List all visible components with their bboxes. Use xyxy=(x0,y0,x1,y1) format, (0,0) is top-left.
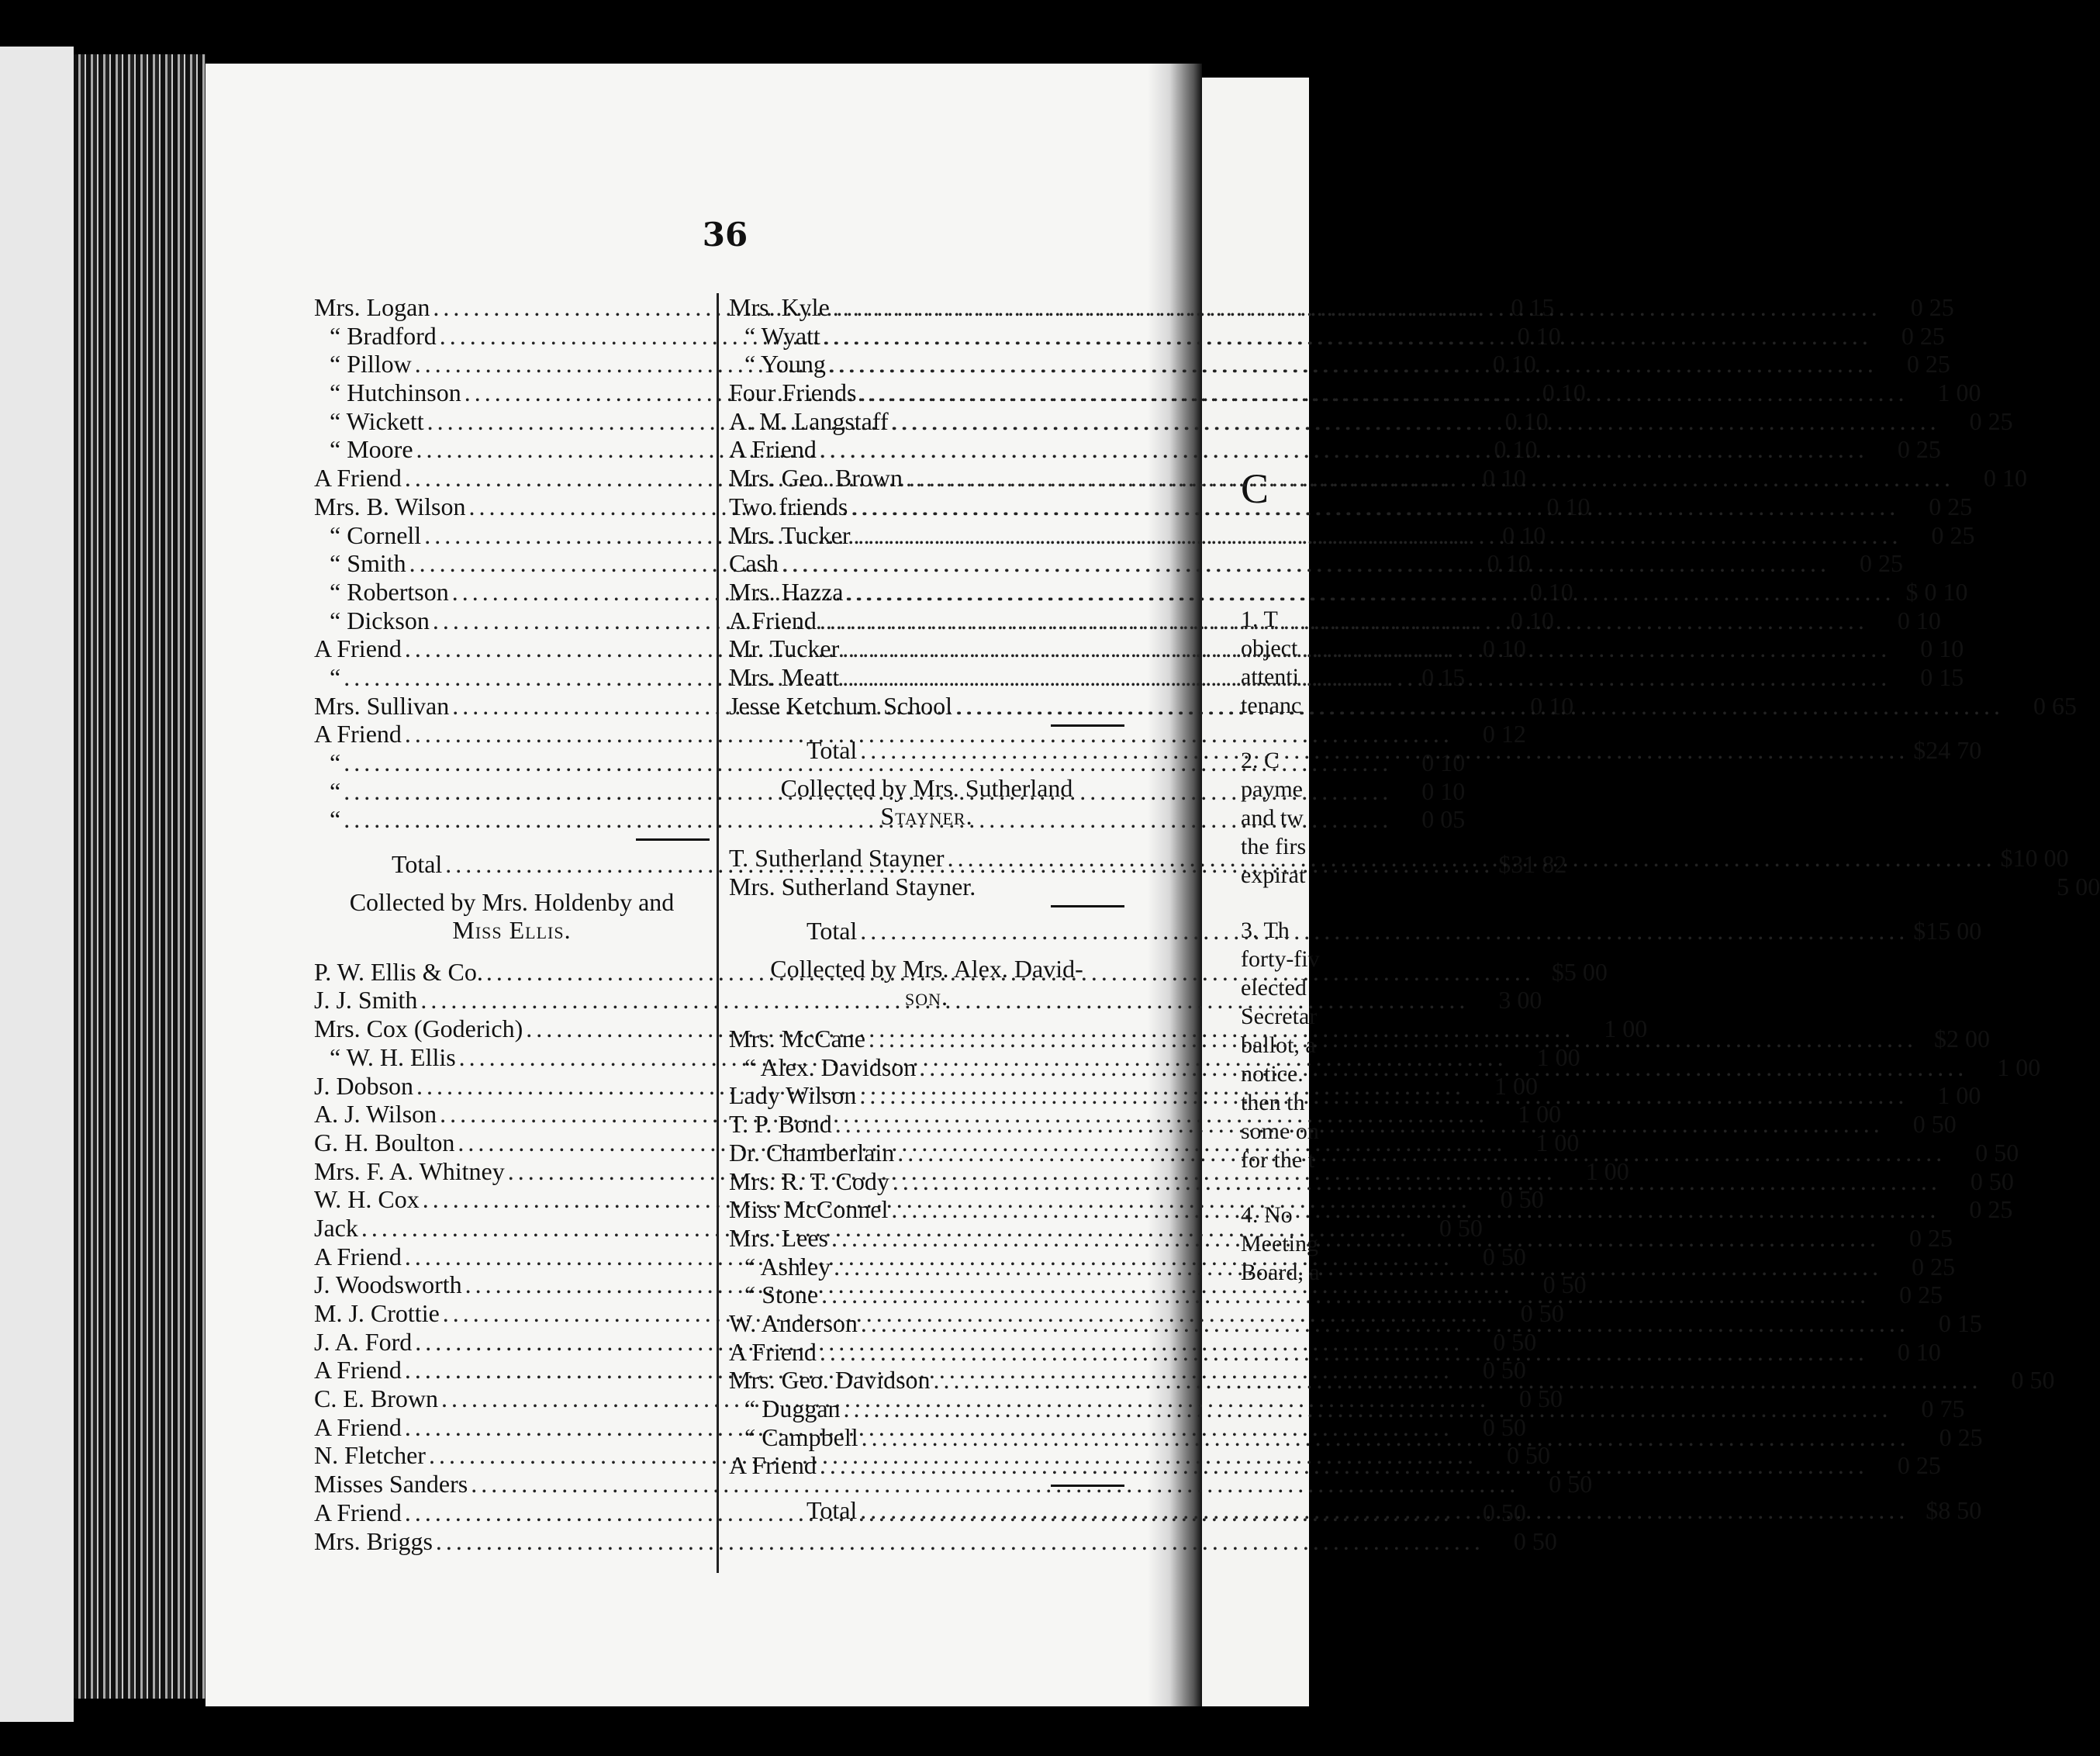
entry-amount: 0 25 xyxy=(1860,549,1903,578)
entry-amount: 0 05 xyxy=(1421,805,1466,834)
leader-dots xyxy=(859,1081,1908,1110)
entry-amount: 0 50 xyxy=(1970,1167,2014,1195)
entry-name: “ Smith xyxy=(330,549,406,578)
leader-dots xyxy=(853,521,1901,550)
leader-dots xyxy=(860,1496,1908,1525)
entry-amount: 0 25 xyxy=(1910,293,1954,321)
entry-name: Miss McConnel xyxy=(729,1195,889,1224)
total-amount: $24 70 xyxy=(1913,736,1982,765)
facing-fragment: then th xyxy=(1241,1090,1305,1115)
entry-name: T. Sutherland Stayner xyxy=(729,844,945,872)
leader-dots xyxy=(831,1224,1880,1253)
entry-amount: 0 15 xyxy=(1421,662,1466,691)
entry-name: Mrs. R. T. Cody xyxy=(729,1167,889,1195)
entry-name: “ Moore xyxy=(330,435,413,464)
entry-amount: 1 00 xyxy=(1997,1053,2041,1081)
leader-dots xyxy=(860,736,1908,765)
entry-name: “ xyxy=(330,776,341,805)
entry-name: A Friend xyxy=(314,1498,402,1526)
entry-name: “ Bradford xyxy=(330,321,437,350)
entry-name: “ Young xyxy=(744,350,826,379)
leader-dots xyxy=(820,435,1868,464)
entry-name: W. H. Cox xyxy=(314,1185,420,1214)
facing-fragment: object xyxy=(1241,635,1298,661)
entry-name: Mrs. Geo. Davidson xyxy=(729,1366,931,1395)
entry-name: Dr. Chamberlain xyxy=(729,1138,895,1167)
facing-fragment: forty-fiv xyxy=(1241,946,1320,972)
total-label: Total xyxy=(806,917,858,945)
entry-amount: 0 25 xyxy=(1939,1422,1983,1451)
entry-amount: 0 10 xyxy=(1546,492,1591,520)
entry-amount: 0 50 xyxy=(1542,1270,1587,1299)
entry-amount: 0 25 xyxy=(1929,492,1973,520)
entry-name: A Friend xyxy=(729,606,817,634)
leader-dots xyxy=(892,407,1940,436)
leader-dots xyxy=(820,607,1868,635)
entry-amount: 0 25 xyxy=(1897,435,1941,464)
entry-amount: 0 10 xyxy=(1897,1337,1941,1366)
entry-amount: 0 10 xyxy=(1530,691,1574,720)
leader-dots xyxy=(842,634,1891,663)
entry-amount: 0 10 xyxy=(1517,321,1561,350)
entry-amount: 0 50 xyxy=(1493,1327,1537,1356)
entry-name: A Friend xyxy=(729,1337,817,1366)
facing-fragment: and tw xyxy=(1241,805,1304,831)
entry-amount: 0 25 xyxy=(1931,520,1975,549)
entry-amount: 0 50 xyxy=(1439,1213,1483,1242)
entry-name: Mrs. Sullivan xyxy=(314,691,450,720)
total-amount: $8 50 xyxy=(1926,1496,1982,1525)
leader-dots xyxy=(955,692,2004,721)
entry-name: J. A. Ford xyxy=(314,1327,413,1356)
heading-line: Stayner. xyxy=(880,802,973,830)
leader-dots xyxy=(821,1281,1870,1309)
facing-fragment: ballot, a xyxy=(1241,1032,1316,1058)
leader-dots xyxy=(862,1423,1910,1452)
entry-amount: 0 50 xyxy=(1975,1138,2019,1167)
entry-name: W. Anderson xyxy=(729,1308,858,1337)
entry-amount: 0 50 xyxy=(1506,1441,1550,1470)
entry-name: “ Hutchinson xyxy=(330,379,461,407)
entry-amount: 0 50 xyxy=(1482,1242,1526,1270)
entry-name: A Friend xyxy=(314,464,402,493)
facing-fragment: attenti xyxy=(1241,664,1299,690)
entry-name: Mrs. Geo. Brown xyxy=(729,464,903,493)
entry-name: J. Dobson xyxy=(314,1071,414,1100)
entry-row xyxy=(314,720,1526,748)
entry-name: Four Friends xyxy=(729,379,857,407)
entry-name: Mrs. B. Wilson xyxy=(314,492,466,520)
entry-amount: 1 00 xyxy=(1535,1128,1580,1156)
entry-row xyxy=(729,577,1968,607)
facing-fragment: 2. C xyxy=(1241,748,1280,773)
entry-name: Mrs. Tucker xyxy=(729,520,851,549)
entry-amount: 0 25 xyxy=(1906,350,1950,379)
entry-name: Mrs. Sutherland Stayner. xyxy=(729,872,976,900)
entry-name: Mrs. Hazza xyxy=(729,577,844,606)
leader-dots xyxy=(897,1139,1946,1167)
leader-dots xyxy=(859,379,1908,407)
entry-name: A. M. Langstaff xyxy=(729,406,889,435)
entry-amount: 3 00 xyxy=(1498,986,1542,1015)
facing-fragment: notice. xyxy=(1241,1061,1304,1087)
entry-name: “ Wyatt xyxy=(744,321,820,350)
entry-amount: 0 65 xyxy=(2033,691,2077,720)
leader-dots xyxy=(834,1253,1882,1281)
left-heading-2 xyxy=(314,888,710,944)
entry-amount: $2 00 xyxy=(1933,1025,1990,1053)
total-rule xyxy=(1051,1485,1124,1487)
entry-amount: 0 50 xyxy=(2011,1366,2055,1395)
entry-amount: 5 00 xyxy=(2057,872,2100,900)
entry-name: “ xyxy=(330,662,341,691)
right-heading-2 xyxy=(729,774,1124,830)
entry-amount: 0 25 xyxy=(1908,1223,1953,1252)
total-rule xyxy=(1051,724,1124,727)
entry-amount: 1 00 xyxy=(1604,1015,1648,1043)
total-label: Total xyxy=(806,736,858,765)
entry-name: Jack xyxy=(314,1213,358,1242)
leader-dots xyxy=(948,844,1996,873)
leader-dots xyxy=(851,493,1899,521)
entry-row xyxy=(729,464,2027,493)
entry-name: “ xyxy=(330,805,341,834)
entry-amount: 0 10 xyxy=(1504,406,1549,435)
entry-amount: 0 10 xyxy=(1482,634,1526,663)
entry-amount: 0 10 xyxy=(1502,520,1546,549)
entry-name: Misses Sanders xyxy=(314,1470,468,1498)
entry-name: P. W. Ellis & Co. xyxy=(314,957,483,986)
leader-dots xyxy=(833,293,1881,322)
entry-amount: 0 10 xyxy=(1421,776,1466,805)
right-heading-3 xyxy=(729,955,1124,1011)
leader-dots xyxy=(846,578,1894,607)
entry-name: “ Robertson xyxy=(330,577,449,606)
entry-name: Mrs. F. A. Whitney xyxy=(314,1156,505,1185)
entry-amount: 0 10 xyxy=(1897,606,1941,634)
entry-amount: 0 10 xyxy=(1492,350,1536,379)
entry-name: A Friend xyxy=(314,1242,402,1270)
leader-dots xyxy=(893,1167,1941,1196)
entry-name: N. Fletcher xyxy=(314,1441,426,1470)
entry-name: “ W. H. Ellis xyxy=(330,1042,456,1071)
leader-dots xyxy=(782,549,1830,578)
entry-amount: 0 50 xyxy=(1482,1412,1526,1441)
entry-amount: 0 75 xyxy=(1921,1395,1965,1422)
entry-amount: 0 10 xyxy=(1421,748,1466,776)
entry-amount: 0 15 xyxy=(1920,662,1964,691)
entry-name: J. J. Smith xyxy=(314,986,418,1015)
entry-name: Mrs. Logan xyxy=(314,293,430,321)
entry-name: “ Pillow xyxy=(330,350,412,379)
entry-name: A Friend xyxy=(729,435,817,464)
total-label: Total xyxy=(392,850,443,879)
entry-name: “ xyxy=(330,748,341,776)
leader-dots xyxy=(842,663,1891,692)
leader-dots xyxy=(861,1309,1909,1338)
entry-row xyxy=(314,1470,1593,1498)
heading-line: Collected by Mrs. Alex. David- xyxy=(770,955,1083,983)
entry-amount: 0 50 xyxy=(1482,1498,1526,1526)
entry-name: Jesse Ketchum School xyxy=(729,691,952,720)
total-rule xyxy=(636,838,710,841)
entry-name: Mrs. Meatt xyxy=(729,662,840,691)
entry-amount: 0 15 xyxy=(1511,293,1555,321)
entry-amount: $ 0 10 xyxy=(1905,577,1968,606)
leader-dots xyxy=(844,1395,1892,1423)
total-rule xyxy=(1051,905,1124,907)
heading-line: Collected by Mrs. Sutherland xyxy=(780,774,1073,802)
facing-fragment: some on xyxy=(1241,1118,1319,1144)
entry-name: “ Dickson xyxy=(330,606,430,634)
entry-amount: 0 10 xyxy=(1529,577,1573,606)
entry-name: “ Cornell xyxy=(330,520,422,549)
facing-fragment: Board, a xyxy=(1241,1260,1320,1285)
leader-dots xyxy=(829,350,1877,379)
entry-amount: 0 50 xyxy=(1482,1356,1526,1384)
entry-amount: 0 10 xyxy=(1920,634,1964,663)
entry-name: Mrs. Cox (Goderich) xyxy=(314,1015,523,1043)
facing-fragment: elected xyxy=(1241,975,1307,1001)
entry-amount: 0 10 xyxy=(1487,549,1531,578)
facing-fragment: Secretar xyxy=(1241,1004,1318,1029)
entry-name: A. J. Wilson xyxy=(314,1100,437,1129)
book-edge-left xyxy=(0,47,74,1722)
entry-name: J. Woodsworth xyxy=(314,1270,462,1299)
entry-amount: 0 15 xyxy=(1938,1308,1982,1337)
entry-name: Mrs. Lees xyxy=(729,1223,828,1252)
entry-amount: 0 10 xyxy=(1482,464,1526,493)
entry-name: “ Campbell xyxy=(744,1422,858,1451)
entry-amount: 1 00 xyxy=(1585,1156,1629,1185)
heading-line: son. xyxy=(904,983,948,1011)
leader-dots xyxy=(860,917,1908,945)
facing-fragment: for the t xyxy=(1241,1147,1314,1173)
leader-dots xyxy=(824,322,1872,351)
entry-name: A Friend xyxy=(314,1356,402,1384)
entry-name: “ Wickett xyxy=(330,406,424,435)
entry-name: G. H. Boulton xyxy=(314,1128,455,1156)
entry-amount: 0 10 xyxy=(1494,435,1538,464)
facing-fragment: 1. T xyxy=(1241,607,1278,632)
entry-amount: 0 50 xyxy=(1520,1299,1564,1327)
entry-amount: 0 12 xyxy=(1482,720,1526,748)
entry-name: Mrs. Briggs xyxy=(314,1526,433,1555)
facing-fragment: Meeting xyxy=(1241,1231,1318,1257)
entry-amount: $5 00 xyxy=(1551,957,1608,986)
entry-name: A Friend xyxy=(314,634,402,663)
entry-name: Lady Wilson xyxy=(729,1081,857,1110)
entry-amount: 1 00 xyxy=(1937,379,1981,407)
entry-name: Mr. Tucker xyxy=(729,634,840,663)
facing-fragment: payme xyxy=(1241,776,1303,802)
entry-name: “ Duggan xyxy=(744,1395,841,1422)
facing-fragment: the firs xyxy=(1241,834,1307,859)
entry-name: “ Ashley xyxy=(744,1252,831,1281)
heading-line: Collected by Mrs. Holdenby and xyxy=(349,887,675,916)
entry-name: Mrs. McCane xyxy=(729,1025,865,1053)
facing-fragment xyxy=(1241,890,1309,916)
entry-name: C. E. Brown xyxy=(314,1384,438,1413)
entry-name: Two friends xyxy=(729,492,848,520)
facing-fragment: tenanc xyxy=(1241,693,1302,718)
entry-amount: 0 10 xyxy=(1983,464,2027,493)
entry-amount: 0 50 xyxy=(1513,1526,1557,1555)
leader-dots xyxy=(934,1366,1982,1395)
leader-dots xyxy=(891,1195,1939,1224)
entry-amount: 1 00 xyxy=(1937,1081,1981,1110)
entry-name: Mrs. Kyle xyxy=(729,293,830,321)
leader-dots xyxy=(906,464,1954,493)
entry-amount: 0 50 xyxy=(1500,1185,1544,1214)
entry-row xyxy=(729,1366,2055,1395)
entry-amount: 1 00 xyxy=(1518,1100,1562,1129)
entry-name: “ Alex. Davidson xyxy=(744,1053,917,1081)
leader-dots xyxy=(436,1527,1484,1556)
entry-name: A Friend xyxy=(314,720,402,748)
leader-dots xyxy=(820,1338,1868,1367)
entry-amount: 0 25 xyxy=(1897,1451,1941,1480)
entry-amount: 0 50 xyxy=(1519,1384,1563,1413)
facing-fragment: 3. Th xyxy=(1241,918,1290,943)
total-amount: $15 00 xyxy=(1913,917,1982,945)
total-amount: $31 82 xyxy=(1498,850,1567,879)
heading-line: Miss Ellis. xyxy=(452,915,572,944)
page-number: 36 xyxy=(702,216,748,254)
page-stack-edges xyxy=(74,54,206,1699)
leader-dots xyxy=(919,1053,1967,1082)
entry-amount: $10 00 xyxy=(2000,844,2069,872)
entry-amount: 0 50 xyxy=(1912,1110,1957,1139)
entry-name: M. J. Crottie xyxy=(314,1299,440,1327)
entry-amount: 1 00 xyxy=(1494,1071,1539,1100)
facing-fragment: C xyxy=(1241,465,1269,512)
entry-name: T. P. Bond xyxy=(729,1110,832,1139)
entry-row xyxy=(314,1526,1557,1556)
leader-dots xyxy=(869,1025,1917,1053)
entry-amount: 0 25 xyxy=(1969,1195,2013,1224)
entry-name: A Friend xyxy=(314,1412,402,1441)
entry-amount: 0 50 xyxy=(1549,1470,1593,1498)
total-label: Total xyxy=(806,1496,858,1525)
entry-name: A Friend xyxy=(729,1451,817,1480)
entry-amount: 0 25 xyxy=(1969,406,2013,435)
entry-amount: 1 00 xyxy=(1536,1042,1580,1071)
entry-amount: 0 10 xyxy=(1510,606,1554,634)
entry-amount: 0 10 xyxy=(1542,379,1586,407)
entry-name: “ Stone xyxy=(744,1281,819,1309)
entry-amount: 0 25 xyxy=(1901,321,1945,350)
facing-fragment: expirat xyxy=(1241,862,1306,888)
leader-dots xyxy=(835,1110,1884,1139)
entry-amount: 0 25 xyxy=(1899,1281,1943,1309)
facing-fragment: 4. No xyxy=(1241,1202,1293,1228)
entry-name: Cash xyxy=(729,549,779,578)
leader-dots xyxy=(820,1451,1868,1480)
entry-amount: 0 25 xyxy=(1912,1252,1956,1281)
